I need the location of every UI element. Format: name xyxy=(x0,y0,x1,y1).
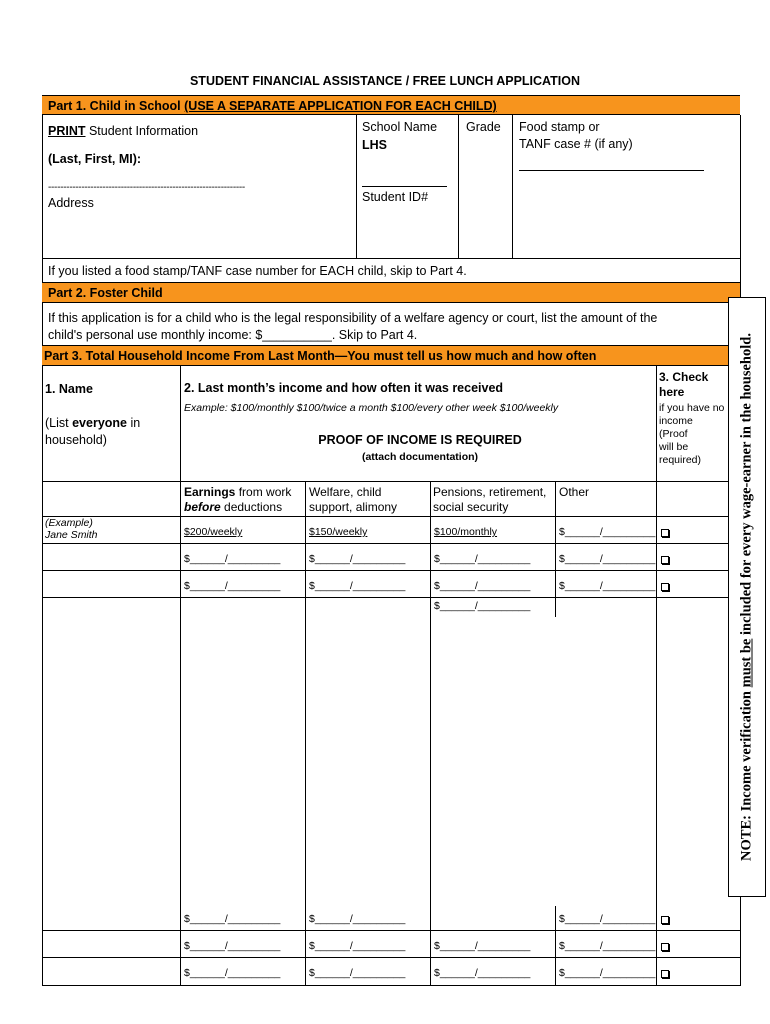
pension-field[interactable]: $______/_________ xyxy=(434,940,531,952)
pension-field[interactable]: $______/_________ xyxy=(434,553,531,565)
pension-field[interactable]: $______/_________ xyxy=(434,580,531,592)
example-label: (Example) xyxy=(45,517,93,529)
welfare-field[interactable]: $______/_________ xyxy=(309,940,406,952)
other-field[interactable]: $______/_________ xyxy=(559,940,656,952)
tanf-case-label: TANF case # (if any) xyxy=(519,137,633,151)
earnings-field[interactable]: $______/_________ xyxy=(184,553,281,565)
earnings-field[interactable]: $______/_________ xyxy=(184,967,281,979)
food-stamp-label: Food stamp or xyxy=(519,120,600,134)
pension-field[interactable]: $______/_________ xyxy=(434,967,531,979)
example-other[interactable]: $______/_________ xyxy=(559,526,656,538)
welfare-field[interactable]: $______/_________ xyxy=(309,553,406,565)
other-field[interactable]: $______/_________ xyxy=(559,967,656,979)
foster-text-line2: child's personal use monthly income: $__________. Skip to Part 4. xyxy=(48,328,418,342)
list-everyone-note: (List everyone in xyxy=(45,416,141,430)
proof-required: PROOF OF INCOME IS REQUIRED xyxy=(318,433,522,447)
no-income-checkbox[interactable] xyxy=(661,556,669,564)
attach-documentation: (attach documentation) xyxy=(361,451,479,463)
foster-text-line1: If this application is for a child who is the legal responsibility of a welfare agency or court, list the amount of the xyxy=(48,311,658,325)
part1-header: Part 1. Child in School (USE A SEPARATE APPLICATION FOR EACH CHILD) xyxy=(42,95,740,115)
name-format-label: (Last, First, MI): xyxy=(48,152,142,166)
household-note: household) xyxy=(45,433,107,447)
example-pension: $100/monthly xyxy=(434,526,498,538)
earnings-field[interactable]: $______/_________ xyxy=(184,940,281,952)
no-income-checkbox[interactable] xyxy=(661,916,669,924)
school-name-label: School Name xyxy=(362,120,438,134)
part2-header: Part 2. Foster Child xyxy=(42,282,740,303)
other-field[interactable]: $______/_________ xyxy=(559,580,656,592)
part3-header: Part 3. Total Household Income From Last Month—You must tell us how much and how often xyxy=(42,345,740,366)
address-label: Address xyxy=(48,196,94,210)
check-column-note: if you have no income (Proof will be required) xyxy=(659,402,725,466)
other-header: Other xyxy=(559,485,590,499)
check-column-title: 3. Check xyxy=(659,370,709,384)
welfare-field[interactable]: $______/_________ xyxy=(309,967,406,979)
before-deductions-header: before deductions xyxy=(184,500,283,514)
income-column-title: 2. Last month’s income and how often it was received xyxy=(184,381,504,395)
welfare-field[interactable]: $______/_________ xyxy=(309,580,406,592)
pensions-header: Pensions, retirement, xyxy=(433,485,547,499)
no-income-checkbox[interactable] xyxy=(661,970,669,978)
example-earnings: $200/weekly xyxy=(184,526,243,538)
welfare-header: Welfare, child xyxy=(309,485,382,499)
school-name-value[interactable]: LHS xyxy=(362,138,387,152)
income-verification-note: NOTE: Income verification must be included for every wage-earner in the household. xyxy=(728,297,766,897)
name-dash-line: ----------------------------------------------------------------- xyxy=(48,182,245,193)
social-security-header: social security xyxy=(433,500,509,514)
no-income-checkbox[interactable] xyxy=(661,583,669,591)
earnings-field[interactable]: $______/_________ xyxy=(184,580,281,592)
skip-note: If you listed a food stamp/TANF case number for EACH child, skip to Part 4. xyxy=(48,264,467,278)
student-info-label: PRINT Student Information xyxy=(48,124,199,138)
other-field[interactable]: $______/_________ xyxy=(559,553,656,565)
no-income-checkbox[interactable] xyxy=(661,529,669,537)
form-title: STUDENT FINANCIAL ASSISTANCE / FREE LUNCH APPLICATION xyxy=(189,74,581,88)
earnings-header: Earnings from work xyxy=(184,485,292,499)
name-column-title: 1. Name xyxy=(45,382,93,396)
alimony-header: support, alimony xyxy=(309,500,398,514)
welfare-field[interactable]: $______/_________ xyxy=(309,913,406,925)
example-name: Jane Smith xyxy=(45,529,98,541)
student-id-label: Student ID# xyxy=(362,190,429,204)
income-example-line: Example: $100/monthly $100/twice a month $100/every other week $100/weekly xyxy=(184,402,559,414)
other-field[interactable]: $______/_________ xyxy=(559,913,656,925)
pension-field[interactable]: $______/_________ xyxy=(434,600,531,612)
grade-label: Grade xyxy=(466,120,501,134)
check-column-here: here xyxy=(659,385,685,399)
earnings-field[interactable]: $______/_________ xyxy=(184,913,281,925)
no-income-checkbox[interactable] xyxy=(661,943,669,951)
example-welfare: $150/weekly xyxy=(309,526,368,538)
